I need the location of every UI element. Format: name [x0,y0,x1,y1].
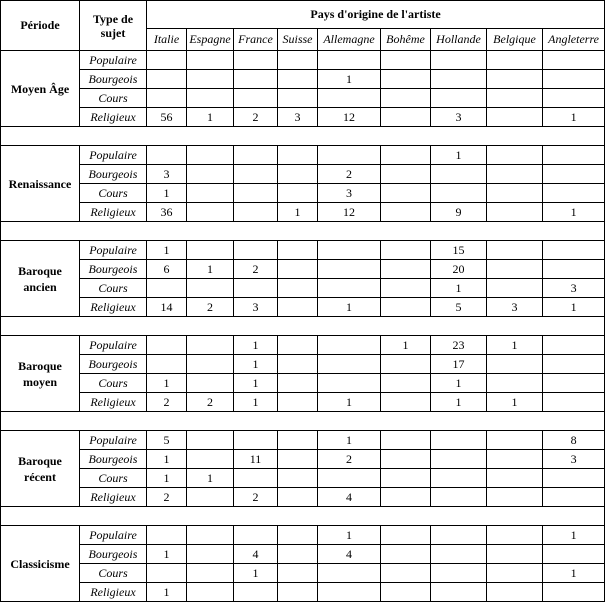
value-cell [543,336,605,355]
value-cell [278,393,318,412]
period-separator-row [1,507,605,526]
subject-cell: Bourgeois [80,165,147,184]
subject-cell: Populaire [80,51,147,70]
value-cell [431,583,487,602]
table-row [1,431,605,450]
value-cell [278,355,318,374]
period-separator-row [1,127,605,146]
value-cell [381,393,431,412]
value-cell [381,431,431,450]
subject-cell: Religieux [80,583,147,602]
value-cell [234,146,278,165]
separator-cell [1,222,605,241]
value-cell: 1 [318,526,381,545]
value-cell [278,89,318,108]
value-cell [187,184,234,203]
value-cell [487,431,543,450]
subject-header [80,1,147,51]
value-cell [318,51,381,70]
value-cell: 4 [234,545,278,564]
value-cell: 1 [234,374,278,393]
value-cell [381,70,431,89]
value-cell: 6 [147,260,187,279]
period-separator-row [1,412,605,431]
value-cell [381,146,431,165]
period-separator-row [1,222,605,241]
value-cell [187,89,234,108]
value-cell: 1 [543,564,605,583]
value-cell: 1 [187,108,234,127]
value-cell: 1 [431,279,487,298]
value-cell: 8 [543,431,605,450]
value-cell [147,355,187,374]
value-cell [318,241,381,260]
value-cell: 1 [234,336,278,355]
value-cell: 1 [234,355,278,374]
table-row [1,165,605,184]
value-cell [234,70,278,89]
table-row [1,184,605,203]
value-cell [431,70,487,89]
value-cell [278,431,318,450]
value-cell: 4 [318,545,381,564]
table-row [1,526,605,545]
value-cell [234,165,278,184]
value-cell: 56 [147,108,187,127]
value-cell [234,526,278,545]
subject-cell: Religieux [80,298,147,317]
value-cell [487,146,543,165]
value-cell: 2 [187,393,234,412]
country-group-header: Pays d'origine de l'artiste [147,1,605,29]
table-row [1,393,605,412]
country-header-8: Angleterre [543,29,605,51]
table-row [1,450,605,469]
value-cell [234,51,278,70]
country-header-7: Belgique [487,29,543,51]
value-cell: 1 [543,108,605,127]
value-cell: 3 [234,298,278,317]
value-cell [234,203,278,222]
value-cell: 17 [431,355,487,374]
value-cell [318,279,381,298]
country-header-3: Suisse [278,29,318,51]
value-cell: 1 [318,298,381,317]
value-cell [381,108,431,127]
period-cell: Moyen Âge [1,51,80,127]
value-cell [147,564,187,583]
value-cell: 2 [187,298,234,317]
value-cell [318,355,381,374]
value-cell [543,260,605,279]
value-cell [187,488,234,507]
value-cell: 1 [147,583,187,602]
value-cell: 2 [234,488,278,507]
value-cell [147,51,187,70]
subject-cell: Populaire [80,241,147,260]
subject-cell: Cours [80,89,147,108]
value-cell [278,146,318,165]
country-header-1: Espagne [187,29,234,51]
value-cell: 1 [234,393,278,412]
value-cell [278,450,318,469]
subject-cell: Cours [80,279,147,298]
value-cell: 15 [431,241,487,260]
value-cell [234,431,278,450]
value-cell [543,89,605,108]
value-cell [543,545,605,564]
value-cell: 1 [187,260,234,279]
value-cell [381,241,431,260]
value-cell [187,146,234,165]
value-cell [431,526,487,545]
value-cell: 36 [147,203,187,222]
value-cell [487,184,543,203]
subject-cell: Cours [80,374,147,393]
value-cell [278,51,318,70]
value-cell: 3 [318,184,381,203]
value-cell [278,260,318,279]
value-cell: 2 [234,108,278,127]
value-cell [278,184,318,203]
period-cell: Baroque récent [1,431,80,507]
value-cell [431,89,487,108]
value-cell [487,564,543,583]
value-cell [431,469,487,488]
value-cell [187,583,234,602]
value-cell [543,241,605,260]
value-cell: 2 [147,488,187,507]
table-row [1,203,605,222]
value-cell [487,374,543,393]
period-header: Période [1,1,80,51]
value-cell: 2 [147,393,187,412]
table-row [1,108,605,127]
value-cell [487,583,543,602]
value-cell: 23 [431,336,487,355]
value-cell [381,564,431,583]
subject-cell: Bourgeois [80,70,147,89]
value-cell: 2 [318,450,381,469]
value-cell: 3 [487,298,543,317]
table-body [1,51,605,602]
value-cell: 3 [543,450,605,469]
value-cell: 14 [147,298,187,317]
value-cell [381,298,431,317]
value-cell [381,51,431,70]
value-cell: 2 [318,165,381,184]
table-row [1,260,605,279]
value-cell [318,336,381,355]
value-cell [381,583,431,602]
value-cell [487,279,543,298]
value-cell [187,526,234,545]
value-cell [187,355,234,374]
table-row [1,51,605,70]
value-cell [187,279,234,298]
value-cell [487,203,543,222]
value-cell [381,165,431,184]
value-cell [381,526,431,545]
subject-cell: Bourgeois [80,450,147,469]
value-cell [278,469,318,488]
value-cell: 1 [543,203,605,222]
subject-cell: Bourgeois [80,355,147,374]
value-cell: 1 [543,298,605,317]
value-cell [381,374,431,393]
value-cell [147,70,187,89]
value-cell: 1 [147,184,187,203]
value-cell [187,431,234,450]
value-cell [543,469,605,488]
value-cell [487,355,543,374]
value-cell: 4 [318,488,381,507]
value-cell: 1 [543,526,605,545]
value-cell [278,165,318,184]
subject-cell: Religieux [80,203,147,222]
value-cell [278,374,318,393]
value-cell [431,184,487,203]
value-cell [234,89,278,108]
value-cell [187,203,234,222]
value-cell [381,89,431,108]
value-cell [487,241,543,260]
subject-cell: Bourgeois [80,260,147,279]
subject-cell: Populaire [80,431,147,450]
country-header-5: Bohême [381,29,431,51]
separator-cell [1,412,605,431]
value-cell: 3 [543,279,605,298]
value-cell: 1 [147,450,187,469]
value-cell [318,89,381,108]
subject-cell: Populaire [80,336,147,355]
value-cell: 1 [318,431,381,450]
value-cell [318,583,381,602]
value-cell: 3 [431,108,487,127]
value-cell [487,488,543,507]
country-header-2: France [234,29,278,51]
value-cell: 1 [431,393,487,412]
value-cell: 1 [318,70,381,89]
value-cell [278,545,318,564]
value-cell [278,583,318,602]
subject-cell: Cours [80,469,147,488]
value-cell [187,374,234,393]
value-cell [278,488,318,507]
value-cell [431,545,487,564]
value-cell [543,488,605,507]
table-row [1,336,605,355]
value-cell [487,70,543,89]
value-cell [318,260,381,279]
value-cell [147,526,187,545]
table-row [1,298,605,317]
value-cell [431,450,487,469]
subject-cell: Cours [80,564,147,583]
country-header-0: Italie [147,29,187,51]
value-cell [187,545,234,564]
value-cell [487,260,543,279]
separator-cell [1,317,605,336]
value-cell [543,393,605,412]
value-cell [543,184,605,203]
value-cell [278,336,318,355]
value-cell [381,260,431,279]
value-cell: 1 [147,545,187,564]
value-cell: 11 [234,450,278,469]
value-cell [381,488,431,507]
value-cell [147,89,187,108]
value-cell [187,450,234,469]
value-cell [487,545,543,564]
table-row [1,146,605,165]
subject-cell: Religieux [80,488,147,507]
table-row [1,488,605,507]
value-cell: 3 [278,108,318,127]
subject-cell: Bourgeois [80,545,147,564]
value-cell: 5 [147,431,187,450]
value-cell [487,51,543,70]
value-cell [278,70,318,89]
table-row [1,89,605,108]
separator-cell [1,127,605,146]
subject-cell: Religieux [80,108,147,127]
separator-cell [1,507,605,526]
table-row [1,374,605,393]
value-cell: 12 [318,203,381,222]
subject-header-label: Type de sujet [92,11,134,40]
period-cell: Renaissance [1,146,80,222]
value-cell: 1 [431,146,487,165]
value-cell [543,583,605,602]
value-cell [278,279,318,298]
value-cell [318,146,381,165]
period-separator-row [1,317,605,336]
value-cell [187,336,234,355]
value-cell: 1 [431,374,487,393]
value-cell: 1 [487,393,543,412]
period-cell: Baroque ancien [1,241,80,317]
value-cell [487,450,543,469]
value-cell [543,165,605,184]
value-cell [487,89,543,108]
period-cell: Classicisme [1,526,80,602]
value-cell [187,564,234,583]
value-cell: 20 [431,260,487,279]
value-cell [187,51,234,70]
value-cell [278,298,318,317]
table-row [1,545,605,564]
value-cell [278,526,318,545]
subject-cell: Populaire [80,526,147,545]
value-cell [147,279,187,298]
table-row [1,70,605,89]
value-cell [487,469,543,488]
value-cell [431,431,487,450]
value-cell: 12 [318,108,381,127]
value-cell [318,374,381,393]
table-row [1,355,605,374]
value-cell [147,336,187,355]
table-row [1,564,605,583]
subject-cell: Religieux [80,393,147,412]
value-cell [234,184,278,203]
value-cell [543,70,605,89]
value-cell [187,165,234,184]
value-cell [487,108,543,127]
value-cell: 1 [487,336,543,355]
value-cell: 5 [431,298,487,317]
value-cell [234,241,278,260]
value-cell [381,203,431,222]
table-row [1,279,605,298]
value-cell [431,51,487,70]
country-header-6: Hollande [431,29,487,51]
value-cell [318,469,381,488]
value-cell [234,279,278,298]
value-cell [381,184,431,203]
value-cell: 1 [187,469,234,488]
table-row [1,241,605,260]
value-cell: 1 [147,241,187,260]
value-cell: 3 [147,165,187,184]
value-cell: 1 [381,336,431,355]
value-cell [431,165,487,184]
value-cell [487,526,543,545]
value-cell [234,583,278,602]
value-cell: 1 [234,564,278,583]
value-cell [318,564,381,583]
value-cell [381,450,431,469]
value-cell: 1 [147,374,187,393]
value-cell: 1 [147,469,187,488]
value-cell [543,51,605,70]
table-row [1,469,605,488]
value-cell [278,564,318,583]
value-cell [543,355,605,374]
value-cell [234,469,278,488]
value-cell [487,165,543,184]
value-cell [381,279,431,298]
value-cell [187,241,234,260]
value-cell [187,70,234,89]
value-cell [147,146,187,165]
country-header-4: Allemagne [318,29,381,51]
value-cell [381,469,431,488]
subject-cell: Cours [80,184,147,203]
subject-cell: Populaire [80,146,147,165]
value-cell: 9 [431,203,487,222]
value-cell [543,374,605,393]
value-cell: 1 [318,393,381,412]
value-cell [278,241,318,260]
value-cell [431,488,487,507]
table-row [1,583,605,602]
value-cell [431,564,487,583]
value-cell [381,355,431,374]
value-cell [381,545,431,564]
period-cell: Baroque moyen [1,336,80,412]
value-cell [543,146,605,165]
value-cell: 2 [234,260,278,279]
value-cell: 1 [278,203,318,222]
